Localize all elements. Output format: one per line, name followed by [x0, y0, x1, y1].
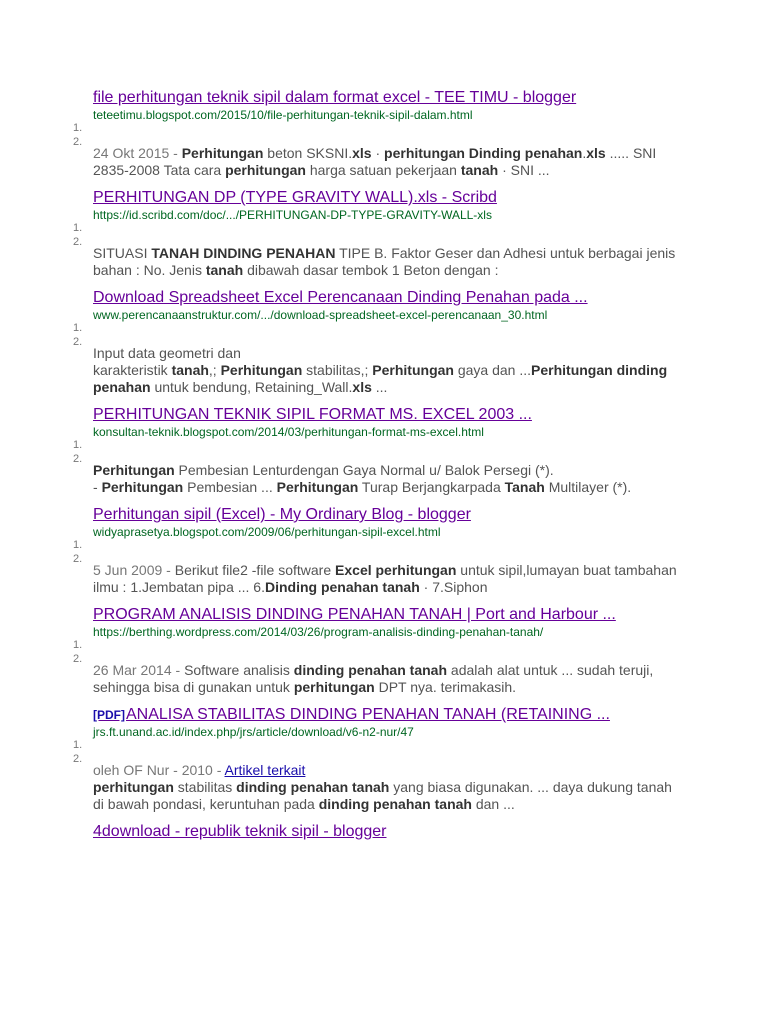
- snippet-text: karakteristik: [93, 362, 172, 378]
- snippet-keyword: perhitungan Dinding penahan: [384, 145, 583, 161]
- snippet-keyword: Perhitungan: [276, 479, 359, 495]
- snippet-keyword: Perhitungan: [101, 479, 184, 495]
- snippet-keyword: dinding penahan tanah: [293, 662, 448, 678]
- result-title-text: 4download - republik teknik sipil - blogger: [93, 823, 387, 840]
- result-title-link[interactable]: [93, 505, 768, 525]
- snippet-text: SITUASI: [93, 245, 152, 261]
- result-snippet: [93, 345, 683, 396]
- result-title-text: ANALISA STABILITAS DINDING PENAHAN TANAH (RETAINING ...: [126, 706, 610, 723]
- result-snippet: [93, 762, 683, 813]
- snippet-text: Turap Berjangkarpada: [358, 479, 505, 495]
- snippet-keyword: Perhitungan: [372, 362, 454, 378]
- snippet-text: ·: [371, 145, 385, 161]
- snippet-text: Pembesian Lenturdengan Gaya Normal u/ Balok Persegi (*).: [174, 462, 554, 478]
- result-title-link[interactable]: [93, 188, 768, 208]
- snippet-keyword: Perhitungan dinding penahan: [93, 362, 668, 395]
- snippet-text: TIPE B. Faktor Geser dan Adhesi untuk berbagai jenis bahan : No. Jenis: [93, 245, 676, 278]
- result-title-link[interactable]: [93, 705, 768, 725]
- snippet-text: dibawah dasar tembok 1 Beton dengan :: [243, 262, 499, 278]
- snippet-text: -: [93, 479, 102, 495]
- search-result: [0, 288, 768, 396]
- snippet-keyword: dinding penahan tanah: [318, 796, 472, 812]
- list-marker: 2.: [73, 653, 83, 665]
- pdf-tag: [PDF]: [93, 708, 125, 722]
- search-result: [0, 605, 768, 696]
- result-url[interactable]: jrs.ft.unand.ac.id/index.php/jrs/article/download/v6-n2-nur/47: [93, 725, 414, 739]
- snippet-text: stabilitas: [173, 779, 237, 795]
- list-marker: 2.: [73, 453, 83, 465]
- result-title-link[interactable]: [93, 822, 768, 842]
- result-url[interactable]: widyaprasetya.blogspot.com/2009/06/perhitungan-sipil-excel.html: [93, 525, 441, 539]
- result-url[interactable]: konsultan-teknik.blogspot.com/2014/03/perhitungan-format-ms-excel.html: [93, 425, 484, 439]
- list-marker: 1.: [73, 739, 83, 751]
- snippet-keyword: xls: [352, 379, 372, 395]
- result-url[interactable]: https://berthing.wordpress.com/2014/03/26/program-analisis-dinding-penahan-tanah/: [93, 625, 544, 639]
- snippet-text: · 7.Siphon: [419, 579, 488, 595]
- list-marker: 2.: [73, 553, 83, 565]
- result-title-text: PERHITUNGAN TEKNIK SIPIL FORMAT MS. EXCEL 2003 ...: [93, 406, 532, 423]
- snippet-keyword: Dinding penahan tanah: [264, 579, 420, 595]
- snippet-text: yang biasa digunakan. ... daya dukung tanah di bawah pondasi, keruntuhan pada: [93, 779, 672, 812]
- list-marker: 1.: [73, 539, 83, 551]
- snippet-keyword: tanah: [171, 362, 209, 378]
- list-marker: 1.: [73, 122, 83, 134]
- search-result: [0, 822, 768, 842]
- snippet-text: Berikut file2 -file software: [174, 562, 336, 578]
- snippet-keyword: tanah: [460, 162, 499, 178]
- snippet-text: beton SKSNI.: [263, 145, 353, 161]
- snippet-keyword: tanah: [205, 262, 244, 278]
- snippet-keyword: Excel perhitungan: [335, 562, 457, 578]
- result-url[interactable]: https://id.scribd.com/doc/.../PERHITUNGAN-DP-TYPE-GRAVITY-WALL-xls: [93, 208, 492, 222]
- search-result: [0, 705, 768, 813]
- snippet-text: adalah alat untuk ... sudah teruji, sehingga bisa di gunakan untuk: [93, 662, 654, 695]
- snippet-text: gaya dan ...: [453, 362, 532, 378]
- list-marker: 2.: [73, 136, 83, 148]
- result-title-text: Download Spreadsheet Excel Perencanaan Dinding Penahan pada ...: [93, 289, 588, 306]
- snippet-keyword: TANAH DINDING PENAHAN: [151, 245, 336, 261]
- snippet-text: Multilayer (*).: [544, 479, 632, 495]
- snippet-text: DPT nya. terimakasih.: [374, 679, 517, 695]
- list-marker: 1.: [73, 639, 83, 651]
- result-title-text: Perhitungan sipil (Excel) - My Ordinary Blog - blogger: [93, 506, 471, 523]
- result-snippet: [93, 462, 683, 496]
- result-snippet: [93, 562, 683, 596]
- snippet-text: ..... SNI 2835-2008 Tata cara: [93, 145, 657, 178]
- list-marker: 1.: [73, 439, 83, 451]
- snippet-text: untuk sipil,lumayan buat tambahan ilmu : 1.Jembatan pipa ... 6.: [93, 562, 677, 595]
- result-title-link[interactable]: [93, 605, 768, 625]
- snippet-date: 26 Mar 2014 -: [93, 662, 185, 678]
- snippet-text: · SNI ...: [498, 162, 550, 178]
- list-marker: 1.: [73, 322, 83, 334]
- search-result: [0, 405, 768, 496]
- snippet-text: ...: [371, 379, 388, 395]
- snippet-text: Input data geometri dan: [93, 345, 241, 361]
- result-title-text: PROGRAM ANALISIS DINDING PENAHAN TANAH | Port and Harbour ...: [93, 606, 616, 623]
- snippet-text: Pembesian ...: [183, 479, 277, 495]
- list-marker: 2.: [73, 336, 83, 348]
- search-results: [0, 88, 768, 842]
- snippet-date: oleh OF Nur - 2010 -: [93, 762, 225, 778]
- result-snippet: [93, 145, 683, 179]
- snippet-keyword: perhitungan: [93, 779, 174, 795]
- snippet-keyword: xls: [586, 145, 606, 161]
- snippet-date: 24 Okt 2015 -: [93, 145, 182, 161]
- snippet-text: dan ...: [471, 796, 515, 812]
- result-title-text: file perhitungan teknik sipil dalam format excel - TEE TIMU - blogger: [93, 89, 577, 106]
- search-result: [0, 88, 768, 179]
- result-snippet: [93, 245, 683, 279]
- search-result: [0, 188, 768, 279]
- snippet-keyword: perhitungan: [225, 162, 306, 178]
- snippet-keyword: xls: [352, 145, 372, 161]
- result-url[interactable]: www.perencanaanstruktur.com/.../download-spreadsheet-excel-perencanaan_30.html: [93, 308, 548, 322]
- snippet-text: harga satuan pekerjaan: [305, 162, 461, 178]
- result-title-text: PERHITUNGAN DP (TYPE GRAVITY WALL).xls - Scribd: [93, 189, 497, 206]
- snippet-keyword: dinding penahan tanah: [236, 779, 390, 795]
- result-title-link[interactable]: [93, 88, 768, 108]
- result-url[interactable]: teteetimu.blogspot.com/2015/10/file-perhitungan-teknik-sipil-dalam.html: [93, 108, 473, 122]
- snippet-keyword: Perhitungan: [181, 145, 264, 161]
- snippet-keyword: Perhitungan: [220, 362, 303, 378]
- snippet-text: stabilitas,;: [302, 362, 373, 378]
- snippet-keyword: Perhitungan: [93, 462, 175, 478]
- result-title-link[interactable]: [93, 288, 768, 308]
- search-result: [0, 505, 768, 596]
- snippet-text: Software analisis: [184, 662, 294, 678]
- list-marker: 2.: [73, 753, 83, 765]
- snippet-keyword: perhitungan: [293, 679, 375, 695]
- related-articles-link[interactable]: Artikel terkait: [224, 762, 306, 778]
- result-title-link[interactable]: [93, 405, 768, 425]
- snippet-keyword: Tanah: [504, 479, 545, 495]
- snippet-text: untuk bendung, Retaining_Wall.: [150, 379, 353, 395]
- snippet-date: 5 Jun 2009 -: [93, 562, 175, 578]
- snippet-text: ,;: [208, 362, 221, 378]
- result-snippet: [93, 662, 683, 696]
- list-marker: 1.: [73, 222, 83, 234]
- snippet-text: .: [582, 145, 587, 161]
- list-marker: 2.: [73, 236, 83, 248]
